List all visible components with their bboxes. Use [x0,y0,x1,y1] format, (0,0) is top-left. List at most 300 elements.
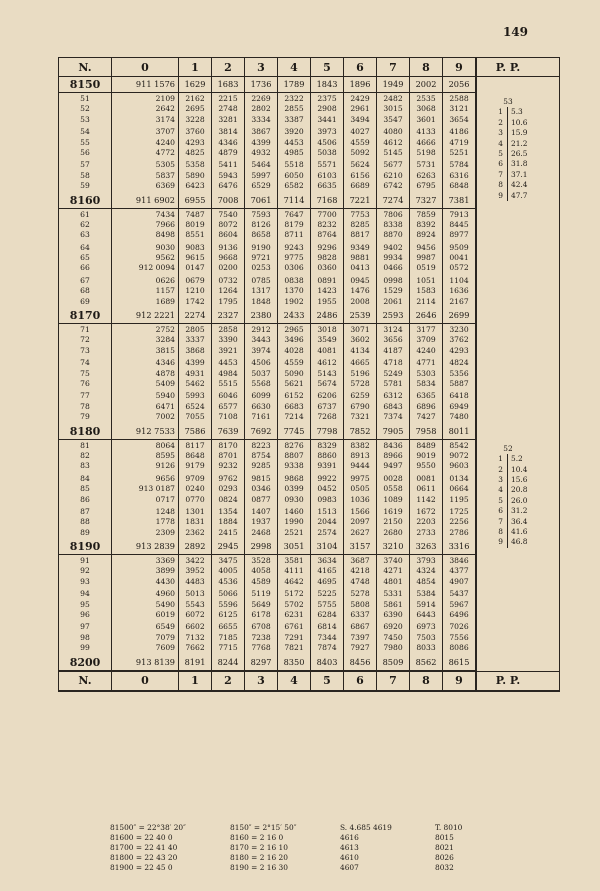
table-cell: 2269 [251,94,271,103]
table-cell: 7381 [448,194,470,205]
table-cell: 2415 [218,527,238,537]
table-cell: 2695 [185,104,205,114]
table-cell: 7966 [155,219,175,229]
row-number: 99 [80,643,90,653]
table-cell: 8338 [383,219,403,229]
table-cell: 1789 [283,79,305,89]
pp-line [477,107,539,117]
table-cell: 6390 [383,610,403,620]
table-cell: 8170 [218,440,238,450]
block-values [212,424,244,440]
table-cell: 8191 [184,656,206,667]
table-cell: 4772 [155,147,175,157]
table-cell: 1848 [251,296,271,306]
row-number: 62 [80,219,90,229]
table-cell: 0824 [218,494,238,504]
table-cell: 4985 [284,147,304,157]
table-cell: 7397 [350,632,370,642]
table-cell: 1301 [185,506,205,516]
table-cell: 912 7533 [135,425,175,436]
table-cell: 7753 [350,209,370,219]
block-values [112,424,178,440]
table-cell: 0558 [383,484,403,494]
pp-value: 5.3 [507,107,539,117]
block-values [344,539,376,555]
block-values [344,357,376,390]
block-values [112,506,178,539]
block-values [245,93,277,126]
pp-value: 42.4 [507,180,539,190]
footer-seconds: 81500″ = 22°38′ 20″ [110,823,186,832]
block-values [112,555,178,588]
table-cell: 7768 [251,643,271,653]
table-cell: 1089 [383,494,403,504]
block-values [245,539,277,555]
table-cell: 3762 [449,335,469,345]
pp-value: 26.5 [507,149,539,159]
table-cell: 6178 [251,610,271,620]
table-cell: 4719 [449,137,469,147]
row-number: 89 [80,527,90,537]
table-cell: 4559 [284,358,304,368]
footer-arc: 8160 = 2 16 0 [230,833,284,842]
pp-index: 5 [498,495,503,505]
table-cell: 7221 [349,194,371,205]
table-cell: 2588 [449,94,469,103]
table-cell: 1370 [284,286,304,296]
block-values [278,324,310,357]
header-digit-1: 1 [179,672,212,690]
table-cell: 0770 [185,494,205,504]
table-cell: 1778 [155,517,175,527]
table-cell: 913 0187 [138,484,175,494]
table-cell: 8658 [251,230,271,240]
table-cell: 2109 [155,94,175,103]
block-n [59,390,111,423]
table-cell: 8870 [383,230,403,240]
block-values [245,324,277,357]
block-values [179,159,211,192]
block-values [311,275,343,308]
block-values [377,473,409,506]
table-cell: 3868 [185,345,205,355]
block-values [443,555,475,588]
block-values [112,390,178,423]
table-cell: 1725 [449,506,469,516]
block-values [212,621,244,654]
header-digit-7: 7 [377,672,410,690]
pp-line [477,485,539,495]
block-values [344,440,376,473]
pp-index: 1 [498,454,503,464]
header-digit-5: 5 [311,58,344,76]
table-cell: 7700 [317,209,337,219]
table-cell: 1736 [250,79,272,89]
table-cell: 4080 [383,127,403,137]
table-cell: 9934 [383,253,403,263]
row-number: 82 [80,450,90,460]
table-cell: 5278 [350,589,370,599]
table-cell: 0983 [317,494,337,504]
table-cell: 7715 [218,643,238,653]
table-cell: 8117 [185,440,205,450]
table-cell: 2627 [350,527,370,537]
block-values [245,390,277,423]
footer-s: 4607 [340,863,359,872]
row-number: 94 [80,589,90,599]
table-cell: 1949 [382,79,404,89]
block-values [410,473,442,506]
table-cell: 3656 [383,335,403,345]
table-cell: 3441 [317,114,337,124]
block-values [112,275,178,308]
pp-index: 8 [498,526,503,536]
table-cell: 7480 [449,412,469,422]
header-digit-2: 2 [212,672,245,690]
table-cell: 5624 [350,160,370,170]
table-cell: 1460 [284,506,304,516]
block-values [112,126,178,159]
table-cell: 911 6902 [135,194,175,205]
table-cell: 1566 [350,506,370,516]
block-values [212,473,244,506]
block-values [377,126,409,159]
table-cell: 7874 [317,643,337,653]
table-cell: 9828 [317,253,337,263]
block-values [311,209,343,242]
header-digit-4: 4 [278,58,311,76]
block-values [112,473,178,506]
table-cell: 5249 [383,368,403,378]
table-cell: 6496 [449,610,469,620]
block-values [443,193,475,209]
block-values [311,357,343,390]
table-cell: 0785 [251,275,271,285]
row-number: 68 [80,286,90,296]
header-digit-1: 1 [179,58,212,76]
block-values [377,655,409,671]
table-cell: 6284 [317,610,337,620]
table-cell: 7291 [284,632,304,642]
block-values [311,621,343,654]
block-values [344,308,376,324]
table-cell: 5940 [155,391,175,401]
block-values [377,390,409,423]
row-number: 95 [80,599,90,609]
row-number: 73 [80,345,90,355]
block-values [179,126,211,159]
table-cell: 4293 [449,345,469,355]
table-cell: 2167 [449,296,469,306]
table-cell: 8350 [283,656,305,667]
table-cell: 5621 [284,378,304,388]
block-values [410,440,442,473]
table-cell: 9030 [155,242,175,252]
table-cell: 5356 [449,368,469,378]
table-cell: 7108 [218,412,238,422]
header-digit-9: 9 [443,58,476,76]
row-number: 86 [80,494,90,504]
row-number: 88 [80,517,90,527]
block-values [212,539,244,555]
table-cell: 5462 [185,378,205,388]
table-cell: 2892 [184,541,206,552]
table-cell: 5914 [416,599,436,609]
table-cell: 9444 [350,461,370,471]
block-values [311,390,343,423]
table-cell: 2008 [350,296,370,306]
block-values [311,193,343,209]
block-values [179,209,211,242]
block-values [179,424,211,440]
table-cell: 2912 [251,325,271,335]
table-cell: 3494 [350,114,370,124]
table-cell: 9615 [185,253,205,263]
table-cell: 913 8139 [135,656,175,667]
table-cell: 6471 [155,401,175,411]
table-cell: 1629 [184,79,206,89]
table-cell: 1195 [449,494,469,504]
table-cell: 8498 [155,230,175,240]
block-values [212,308,244,324]
table-cell: 4695 [317,576,337,586]
table-cell: 6019 [155,610,175,620]
table-cell: 6263 [416,170,436,180]
table-cell: 0293 [218,484,238,494]
table-cell: 3015 [383,104,403,114]
row-number: 69 [80,296,90,306]
table-cell: 0134 [449,473,469,483]
table-cell: 4453 [218,358,238,368]
table-cell: 8232 [317,219,337,229]
pp-index: 3 [498,474,503,484]
table-cell: 2162 [185,94,205,103]
table-cell: 5967 [449,599,469,609]
table-cell: 6529 [251,181,271,191]
table-cell: 2998 [250,541,272,552]
table-cell: 7168 [316,194,338,205]
block-values [377,440,409,473]
table-cell: 8126 [251,219,271,229]
table-cell: 5887 [449,378,469,388]
table-cell: 1104 [449,275,469,285]
block-values [443,324,475,357]
table-cell: 7806 [383,209,403,219]
block-values [311,539,343,555]
table-cell: 8807 [284,450,304,460]
block-n [59,275,111,308]
table-cell: 1051 [416,275,436,285]
header-digit-3: 3 [245,58,278,76]
table-cell: 4133 [416,127,436,137]
table-cell: 2433 [283,310,305,321]
block-values [443,655,475,671]
block-values [179,440,211,473]
table-cell: 0081 [416,473,436,483]
column-digit-5 [311,77,344,671]
block-values [410,93,442,126]
table-cell: 9497 [383,461,403,471]
block-values [410,209,442,242]
table-cell: 3793 [416,556,436,566]
pp-value: 31.2 [507,506,539,516]
footer-s: 4610 [340,853,359,862]
table-cell: 7639 [217,425,239,436]
block-values [443,93,475,126]
table-cell: 6125 [218,610,238,620]
table-cell: 7905 [382,425,404,436]
table-cell: 7593 [251,209,271,219]
table-cell: 0240 [185,484,205,494]
table-cell: 4399 [185,358,205,368]
table-cell: 5677 [383,160,403,170]
table-cell: 3369 [155,556,175,566]
block-values [278,275,310,308]
row-number: 65 [80,253,90,263]
footer-seconds: 81900 = 22 45 0 [110,863,173,872]
table-cell: 5490 [155,599,175,609]
table-cell: 4081 [317,345,337,355]
table-cell: 2908 [317,104,337,114]
table-cell: 9868 [284,473,304,483]
table-cell: 8382 [350,440,370,450]
table-cell: 2056 [448,79,470,89]
table-cell: 7852 [349,425,371,436]
block-values [212,242,244,275]
pp-index: 6 [498,159,503,169]
pp-index: 3 [498,128,503,138]
table-cell: 6843 [383,401,403,411]
table-cell: 7214 [284,412,304,422]
table-cell: 3760 [185,127,205,137]
block-values [179,588,211,621]
table-cell: 8977 [449,230,469,240]
table-cell: 6072 [185,610,205,620]
table-cell: 8860 [317,450,337,460]
table-cell: 9338 [284,461,304,471]
table-cell: 6423 [185,181,205,191]
block-values [377,77,409,93]
block-n [59,555,111,588]
table-cell: 1902 [284,296,304,306]
table-cell: 3475 [218,556,238,566]
table-cell: 6955 [184,194,206,205]
pp-table-52 [477,444,539,548]
row-number: 93 [80,576,90,586]
block-values [443,506,475,539]
table-cell: 8064 [155,440,175,450]
table-cell: 7327 [415,194,437,205]
major-number: 8150 [69,78,101,91]
table-cell: 8285 [350,219,370,229]
block-values [344,424,376,440]
table-cell: 2699 [448,310,470,321]
pp-line [477,454,539,464]
block-values [245,275,277,308]
table-cell: 1843 [316,79,338,89]
block-values [344,93,376,126]
block-values [311,473,343,506]
table-cell: 9456 [416,242,436,252]
block-values [278,308,310,324]
table-cell: 4612 [317,358,337,368]
table-body [59,77,559,671]
table-cell: 5038 [317,147,337,157]
footer-t: 8026 [435,853,454,862]
table-header-bottom [59,671,559,691]
header-digit-6: 6 [344,58,377,76]
table-cell: 911 1576 [135,79,175,89]
table-cell: 1683 [217,79,239,89]
table-cell: 8445 [449,219,469,229]
table-cell: 4666 [416,137,436,147]
table-cell: 3284 [155,335,175,345]
table-cell: 5596 [218,599,238,609]
table-cell: 5571 [317,160,337,170]
header-digit-9: 9 [443,672,476,690]
table-cell: 1884 [218,517,238,527]
table-cell: 9349 [350,242,370,252]
major-number: 8160 [69,193,101,207]
block-values [212,390,244,423]
table-cell: 5303 [416,368,436,378]
footer-row [110,863,462,873]
table-cell: 3068 [416,104,436,114]
table-cell: 8924 [416,230,436,240]
header-digit-7: 7 [377,58,410,76]
table-cell: 9179 [185,461,205,471]
table-cell: 6476 [218,181,238,191]
pp-value: 36.4 [507,517,539,527]
table-cell: 5543 [185,599,205,609]
table-cell: 9243 [284,242,304,252]
pp-index: 8 [498,180,503,190]
table-cell: 4506 [317,137,337,147]
table-cell: 0626 [155,275,175,285]
pp-value: 10.4 [507,465,539,475]
table-cell: 5943 [218,170,238,180]
header-digit-2: 2 [212,58,245,76]
table-cell: 8711 [284,230,304,240]
table-cell: 0147 [185,263,205,273]
block-values [344,390,376,423]
table-cell: 7185 [218,632,238,642]
footer-seconds: 81700 = 22 41 40 [110,843,178,852]
table-cell: 6761 [284,622,304,632]
table-cell: 2468 [251,527,271,537]
table-cell: 8011 [448,425,470,436]
table-cell: 6316 [449,170,469,180]
block-values [278,390,310,423]
table-cell: 7958 [415,425,437,436]
block-values [212,126,244,159]
block-values [443,77,475,93]
table-cell: 3443 [251,335,271,345]
row-number: 87 [80,506,90,516]
pp-index: 9 [498,190,503,200]
pp-value: 5.2 [507,454,539,464]
pp-index: 9 [498,537,503,547]
header-digit-8: 8 [410,672,443,690]
table-cell: 7821 [284,643,304,653]
table-cell: 6206 [317,391,337,401]
table-cell: 8562 [415,656,437,667]
block-n [59,193,111,209]
table-cell: 4931 [185,368,205,378]
table-cell: 1407 [251,506,271,516]
table-cell: 4879 [218,147,238,157]
table-cell: 9126 [155,461,175,471]
